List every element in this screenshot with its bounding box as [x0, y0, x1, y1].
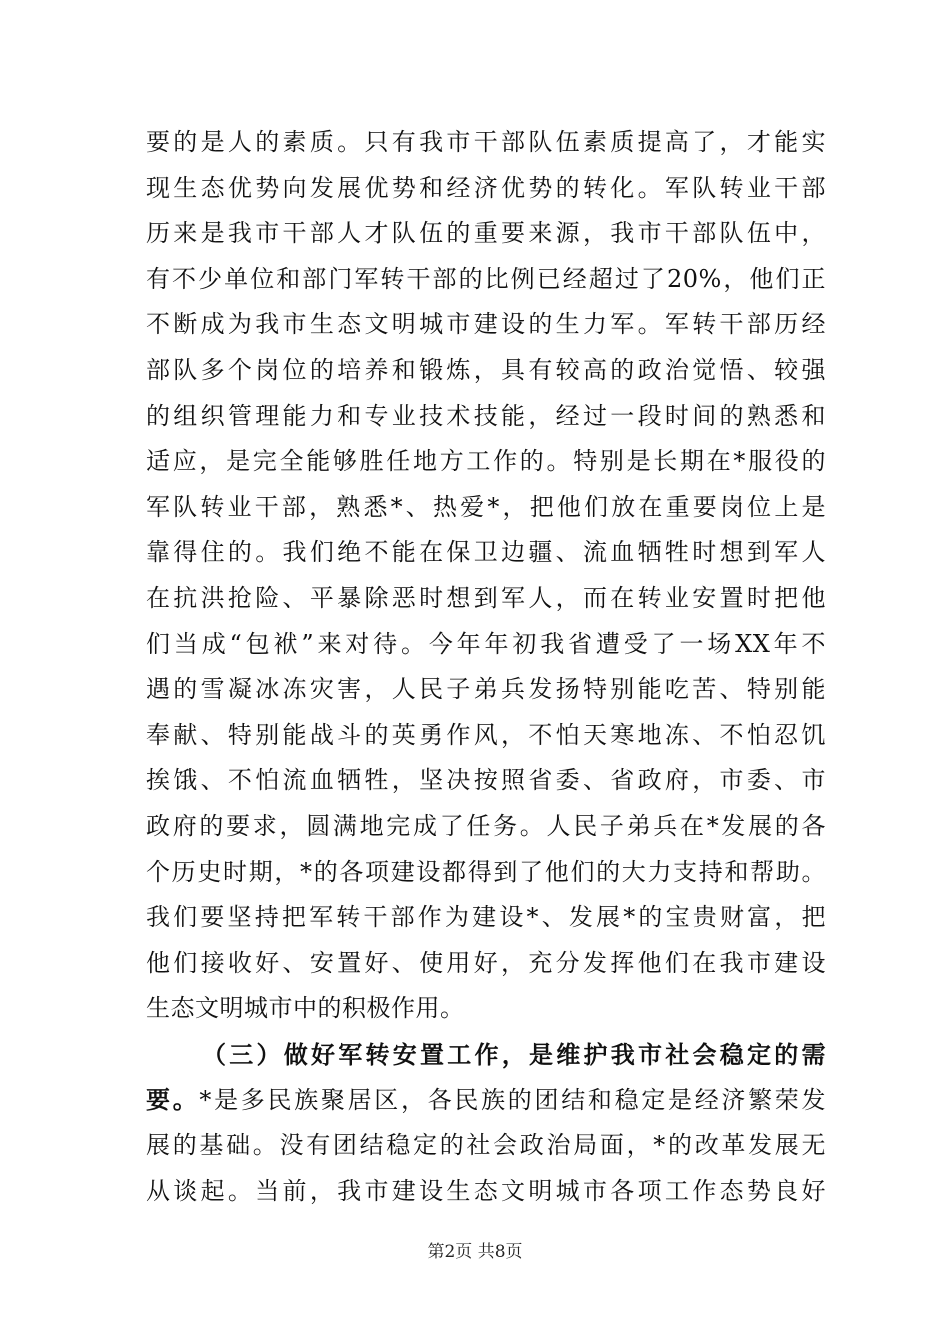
text-line: 的组织管理能力和专业技术技能，经过一段时间的熟悉和	[146, 401, 826, 430]
section-text: *是多民族聚居区，各民族的团结和稳定是经济繁荣发	[199, 1086, 827, 1115]
text-line: 现生态优势向发展优势和经济优势的转化。军队转业干部	[146, 173, 826, 202]
text-line: 部队多个岗位的培养和锻炼，具有较高的政治觉悟、较强	[146, 355, 826, 384]
page-number-footer: 第2页 共8页	[427, 1242, 523, 1262]
text-line: 他们接收好、安置好、使用好，充分发挥他们在我市建设	[146, 948, 826, 977]
text-line: 靠得住的。我们绝不能在保卫边疆、流血牺牲时想到军人	[146, 538, 826, 567]
text-line: 展的基础。没有团结稳定的社会政治局面，*的改革发展无	[146, 1131, 826, 1160]
text-line: 挨饿、不怕流血牺牲，坚决按照省委、省政府，市委、市	[146, 766, 826, 795]
text-line: 要的是人的素质。只有我市干部队伍素质提高了，才能实	[146, 128, 826, 156]
text-line: 遇的雪凝冰冻灾害，人民子弟兵发扬特别能吃苦、特别能	[146, 675, 826, 704]
text-line: 不断成为我市生态文明城市建设的生力军。军转干部历经	[146, 310, 826, 339]
text-line: 军队转业干部，熟悉*、热爱*，把他们放在重要岗位上是	[146, 492, 826, 521]
text-line: 历来是我市干部人才队伍的重要来源，我市干部队伍中，	[146, 219, 826, 248]
text-line: 在抗洪抢险、平暴除恶时想到军人，而在转业安置时把他	[146, 583, 826, 612]
text-line: 个历史时期，*的各项建设都得到了他们的大力支持和帮助。	[146, 857, 826, 886]
paragraph-end-line: 生态文明城市中的积极作用。	[146, 994, 465, 1023]
text-line: 们当成“包袱”来对待。今年年初我省遭受了一场XX年不	[146, 629, 826, 658]
text-line: 适应，是完全能够胜任地方工作的。特别是长期在*服役的	[146, 447, 826, 476]
section-heading-continuation	[146, 1077, 826, 1123]
text-line: 我们要坚持把军转干部作为建设*、发展*的宝贵财富，把	[146, 903, 826, 932]
text-line: 有不少单位和部门军转干部的比例已经超过了20%，他们正	[146, 264, 826, 293]
body-text	[146, 120, 826, 1214]
text-line: 从谈起。当前，我市建设生态文明城市各项工作态势良好	[146, 1176, 826, 1205]
section-heading-end: 要。	[146, 1085, 200, 1115]
text-line: 奉献、特别能战斗的英勇作风，不怕天寒地冻、不怕忍饥	[146, 720, 826, 749]
section-heading-line: （三）做好军转安置工作，是维护我市社会稳定的需	[202, 1039, 826, 1069]
text-line: 政府的要求，圆满地完成了任务。人民子弟兵在*发展的各	[146, 811, 826, 840]
